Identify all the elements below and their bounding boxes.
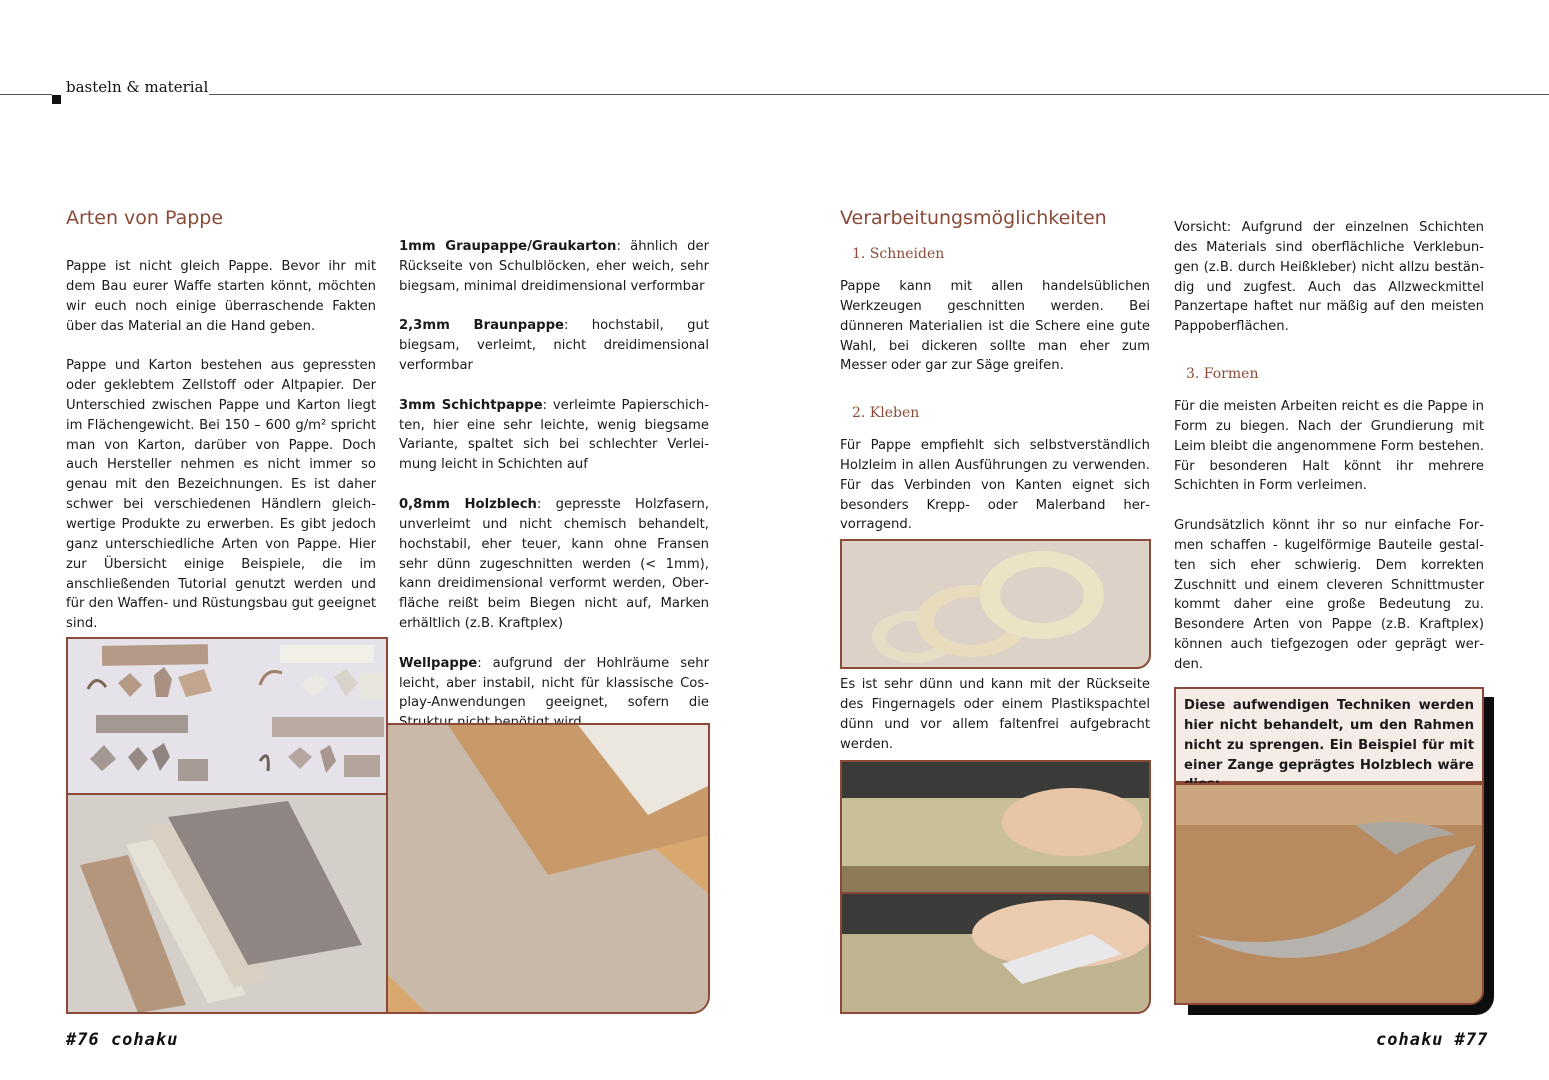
caution-text: Vorsicht: Aufgrund der einzelnen Schichten des Materials sind oberflächliche Verklebungen (z.B. durch Heißkleber) nicht allzu beständig und zugfest. Auch das Allzweckmittel Panzertape haftet nur mäßig auf den meisten Pappoberflächen. — [1174, 220, 1484, 335]
forming-extra-text: Grundsätzlich könnt ihr so nur einfache Formen schaffen - kugelförmige Bauteile gestalten sich eher schwierig. Dem korrekten Zuschnitt und einem cleveren Schnittmuster kommt daher eine große Bedeutung zu. Besondere Arten von Pappe (z.B. Kraftplex) können auch tiefgezogen oder geprägt werden. — [1174, 518, 1484, 672]
type-desc: : verleimte Papierschichten, hier eine sehr leichte, wenig biegsame Variante, spaltet sich bei schlechter Verleimung leicht in Schichten auf — [399, 397, 709, 473]
type-entry — [399, 316, 709, 376]
type-name: 2,3mm Braunpappe — [399, 318, 564, 334]
type-entry — [399, 654, 709, 733]
header-rule-right — [209, 94, 1549, 95]
section-label: basteln & material — [66, 78, 209, 96]
intro-column — [66, 257, 376, 654]
forming-column — [1174, 397, 1484, 695]
forming-text: Für die meisten Arbeiten reicht es die Pappe in Form zu biegen. Nach der Grundierung mit Leim bleibt die angenommene Form bestehen. Für besonderen Halt könnt ihr mehrere Schichten in Form verleimen. — [1174, 399, 1484, 494]
type-desc: : aufgrund der Hohlräume sehr leicht, aber instabil, nicht für klassische Cosplay-Anwendungen geeignet, sofern die — [399, 655, 709, 711]
header-marker-square — [52, 95, 61, 104]
photo-cardboard-samples — [66, 637, 388, 795]
subheading-cutting: 1. Schneiden — [852, 246, 945, 262]
right-folio: cohaku #77 — [1376, 1030, 1489, 1050]
type-entry — [399, 396, 709, 475]
type-entry — [399, 237, 709, 297]
photo-embossed-holzblech — [1174, 783, 1484, 1005]
tape-caption: Es ist sehr dünn und kann mit der Rückseite des Fingernagels oder einem Plastikspachtel dünn und vor allem faltenfrei aufgebracht werden. — [840, 677, 1150, 752]
left-folio: #76 cohaku — [66, 1030, 179, 1050]
intro-paragraph: Pappe und Karton bestehen aus gepressten oder geklebtem Zellstoff oder Altpapier. Der Unterschied zwischen Pappe und Karton liegt im Flächengewicht. Bei 150 – 600 g/m² spricht man von Karton, darüber von Pappe. Doch auch Hersteller nehmen es nicht immer so genau mit den Bezeichnungen. Es ist daher schwer bei verschiedenen Händlern gleichwertige Produkte zu erwerben. Es gibt jedoch ganz unterschiedliche Arten von Pappe. Hier zur Übersicht einige Beispiele, die im anschließenden Tutorial genutzt werden und für den Waffen- und Rüstungsbau gut geeignet sind. — [66, 358, 377, 632]
type-name: Wellpappe — [399, 655, 478, 671]
type-entry — [399, 495, 709, 634]
type-name: 3mm Schichtpappe — [399, 397, 543, 413]
subheading-gluing: 2. Kleben — [852, 405, 920, 421]
note-box: Diese aufwendigen Techniken werden hier nicht behandelt, um den Rahmen nicht zu sprengen. Ein Beispiel für mit einer Zange geprägtes Holzblech wäre — [1174, 687, 1484, 783]
photo-sheet-layers — [386, 723, 710, 1014]
intro-paragraph: Pappe ist nicht gleich Pappe. Bevor ihr mit dem Bau eurer Waffe starten könnt, möchten wir euch noch einige überraschende Fakten über das Material an die Hand geben. — [66, 259, 376, 334]
photo-tape-rolls — [840, 539, 1151, 669]
photo-cardboard-sheets — [66, 793, 388, 1014]
photo-tape-applying-spatula — [840, 892, 1151, 1014]
type-name: 0,8mm Holzblech — [399, 496, 537, 512]
type-desc: : hochstabil, gut biegsam, verleimt, nicht dreidimensional verformbar — [399, 318, 709, 374]
subheading-forming: 3. Formen — [1186, 366, 1259, 382]
right-page-title: Verarbeitungsmöglichkeiten — [840, 207, 1107, 229]
types-column — [399, 237, 709, 753]
cutting-text: Pappe kann mit allen handelsüblichen Werkzeugen geschnitten werden. Bei dünneren Materialien ist die Schere eine gute Wahl, bei dickeren sollte man eher zum Messer oder gar zur Säge greifen. — [840, 279, 1150, 374]
gluing-text: Für Pappe empfiehlt sich selbstverständlich Holzleim in allen Ausführungen zu verwenden. Für das Verbinden von Kanten eignet sich besonders Krepp- oder Malerband hervorragend. — [840, 438, 1150, 533]
type-name: 1mm Graupappe/Graukarton — [399, 239, 617, 254]
left-page-title: Arten von Pappe — [66, 207, 224, 229]
type-desc: : gepresste Holzfasern, unverleimt und nicht chemisch behandelt, hochstabil, eher teuer, kann ohne Fransen sehr dünn zugeschnitten werden (< 1mm), kann dreidimensional verformt werden, Oberfläche reißt beim Biegen nicht auf, Marken erhältlich (z.B. Kraftplex) — [399, 496, 709, 632]
header-rule-left — [0, 94, 52, 95]
type-desc: : ähnlich der Rückseite von Schulblöcken, eher weich, sehr biegsam, minimal dreidimensional verformbar — [399, 239, 709, 294]
photo-tape-applying-finger — [840, 760, 1151, 894]
